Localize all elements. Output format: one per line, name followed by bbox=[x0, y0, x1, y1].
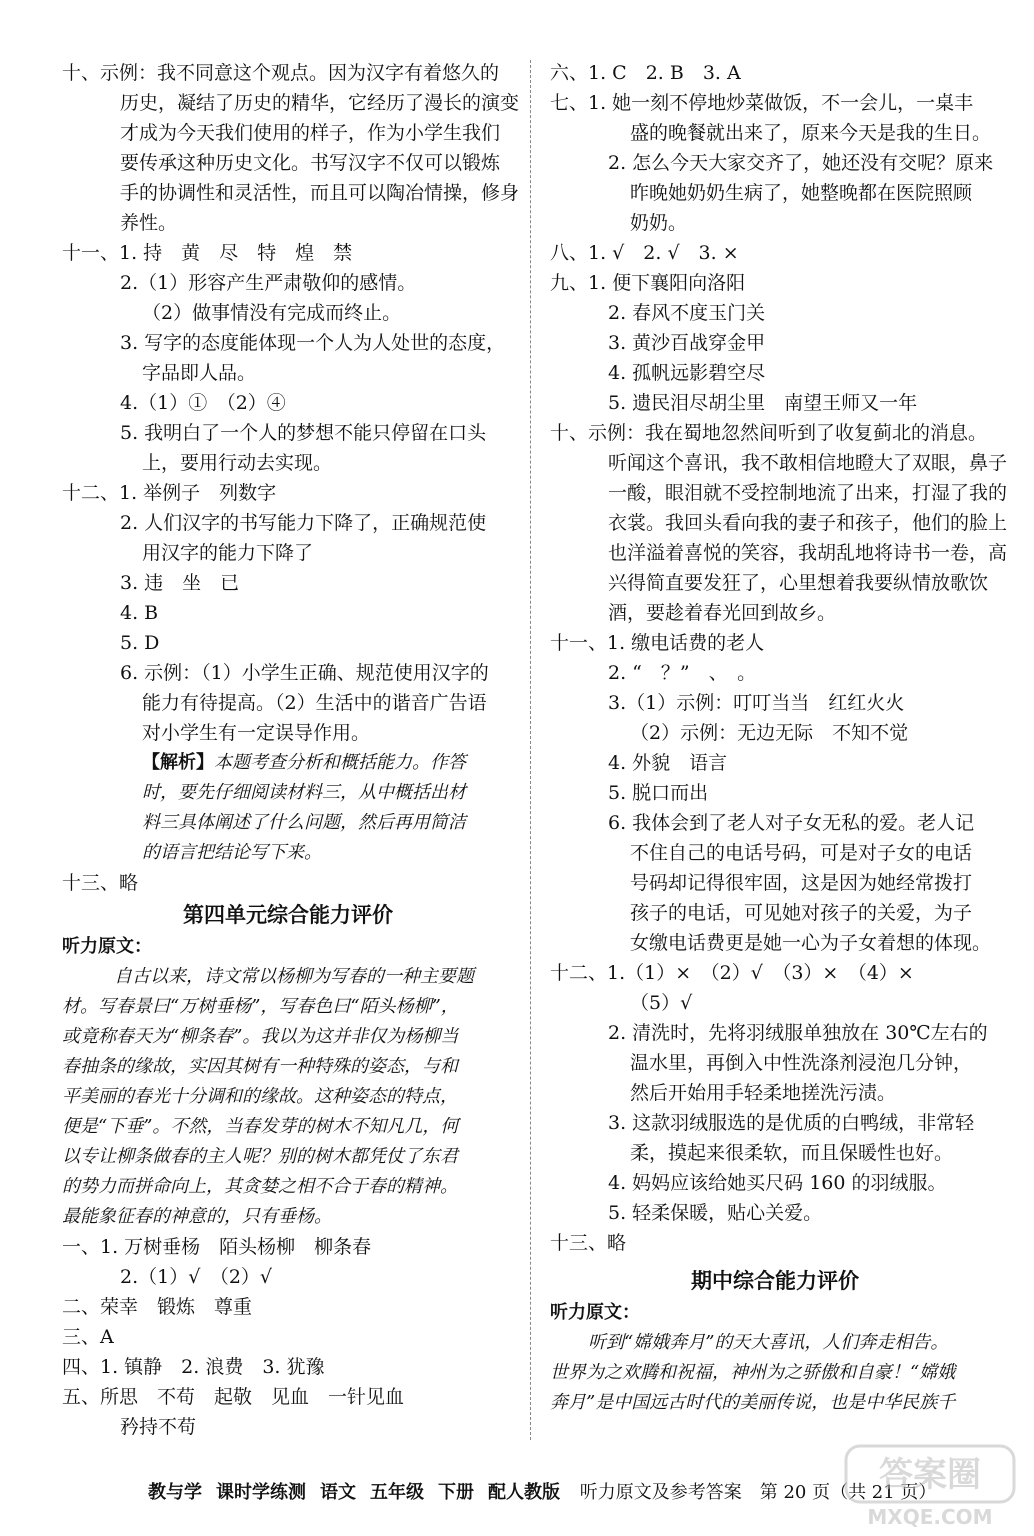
answer-line: 十、示例：我不同意这个观点。因为汉字有着悠久的 bbox=[62, 62, 500, 84]
answer-line: 十三、略 bbox=[550, 1232, 627, 1254]
analysis-line: 的语言把结论写下来。 bbox=[142, 842, 322, 863]
answer-line: 然后开始用手轻柔地搓洗污渍。 bbox=[630, 1082, 897, 1104]
passage-line: 自古以来，诗文常以杨柳为写春的一种主要题 bbox=[114, 966, 474, 987]
right-answer-lines bbox=[550, 58, 1008, 1258]
answer-line: 兴得简直要发狂了，心里想着我要纵情放歌饮 bbox=[608, 572, 989, 594]
answer-line: 上，要用行动去实现。 bbox=[142, 452, 333, 474]
right-column bbox=[550, 58, 1008, 1418]
answer-line: 一、1. 万树垂杨 陌头杨柳 柳条春 bbox=[62, 1236, 372, 1258]
passage-line: 春抽条的缘故，实因其树有一种特殊的姿态，与和 bbox=[62, 1056, 458, 1077]
footer-bold-part: 语文 bbox=[320, 1482, 356, 1503]
answer-line: 孩子的电话，可见她对孩子的关爱，为子 bbox=[630, 902, 973, 924]
answer-line: 4. 妈妈应该给她买尺码 160 的羽绒服。 bbox=[608, 1172, 947, 1194]
svg-text:MXQE.COM: MXQE.COM bbox=[867, 1505, 993, 1529]
answer-line: 十二、1. 举例子 列数字 bbox=[62, 482, 277, 504]
midterm-passage bbox=[550, 1328, 1000, 1418]
answer-line: 九、1. 便下襄阳向洛阳 bbox=[550, 272, 746, 294]
answer-line: 4. 外貌 语言 bbox=[608, 752, 728, 774]
answer-line: 养性。 bbox=[120, 212, 178, 234]
footer-bold-part: 下册 bbox=[438, 1482, 474, 1503]
passage-line: 材。写春景曰“万树垂杨”，写春色曰“陌头杨柳”， bbox=[62, 996, 459, 1017]
answer-line: 4.（1）① （2）④ bbox=[120, 392, 286, 414]
answer-line: 听闻这个喜讯，我不敢相信地瞪大了双眼，鼻子 bbox=[608, 452, 1008, 474]
footer-page-info: 听力原文及参考答案 第 20 页（共 21 页） bbox=[579, 1482, 937, 1503]
answer-line: 3. 违 坐 已 bbox=[120, 572, 240, 594]
passage-line: 世界为之欢腾和祝福，神州为之骄傲和自豪！“嫦娥 bbox=[550, 1362, 956, 1383]
answer-line: 能力有待提高。（2）生活中的谐音广告语 bbox=[142, 692, 487, 714]
answer-line: 2. 春风不度玉门关 bbox=[608, 302, 766, 324]
answer-line: 2. 怎么今天大家交齐了，她还没有交呢？原来 bbox=[608, 152, 994, 174]
analysis-line: 料三具体阐述了什么问题，然后再用简洁 bbox=[142, 812, 466, 833]
answer-line: 柔，摸起来很柔软，而且保暖性也好。 bbox=[630, 1142, 954, 1164]
unit4-title: 第四单元综合能力评价 bbox=[183, 903, 393, 927]
answer-line: 2. 人们汉字的书写能力下降了，正确规范使 bbox=[120, 512, 487, 534]
answer-line: 历史，凝结了历史的精华，它经历了漫长的演变 bbox=[120, 92, 520, 114]
answer-line: 昨晚她奶奶生病了，她整晚都在医院照顾 bbox=[630, 182, 973, 204]
answer-line: 四、1. 镇静 2. 浪费 3. 犹豫 bbox=[62, 1356, 325, 1378]
passage-line: 听到“嫦娥奔月”的天大喜讯，人们奔走相告。 bbox=[588, 1332, 949, 1353]
midterm-title: 期中综合能力评价 bbox=[691, 1269, 859, 1293]
answer-line: 3. 黄沙百战穿金甲 bbox=[608, 332, 766, 354]
left-section-13: 十三、略 bbox=[62, 872, 139, 894]
answer-line: 七、1. 她一刻不停地炒菜做饭，不一会儿，一桌丰 bbox=[550, 92, 974, 114]
left-answer-lines bbox=[62, 58, 520, 748]
answer-line: 3. 写字的态度能体现一个人为人处世的态度， bbox=[120, 332, 506, 354]
footer-bold-part: 教与学 bbox=[148, 1482, 202, 1503]
answer-line: 2. “ ？” 、 。 bbox=[608, 662, 757, 684]
answer-line: （2）示例：无边无际 不知不觉 bbox=[630, 722, 909, 744]
answer-line: 十二、1.（1）× （2）√ （3）× （4）× bbox=[550, 962, 914, 984]
answer-line: 十、示例：我在蜀地忽然间听到了收复蓟北的消息。 bbox=[550, 422, 988, 444]
unit4-answers bbox=[62, 1232, 514, 1442]
answer-line: 温水里，再倒入中性洗涤剂浸泡几分钟， bbox=[630, 1052, 973, 1074]
passage-line: 的势力而拼命向上，其贪婪之相不合于春的精神。 bbox=[62, 1176, 458, 1197]
answer-line: 矜持不苟 bbox=[120, 1416, 197, 1438]
answer-line: 也洋溢着喜悦的笑容，我胡乱地将诗书一卷，高 bbox=[608, 542, 1008, 564]
passage-line: 平美丽的春光十分调和的缘故。这种姿态的特点， bbox=[62, 1086, 458, 1107]
answer-line: 4. B bbox=[120, 602, 159, 624]
answer-line: 5. 我明白了一个人的梦想不能只停留在口头 bbox=[120, 422, 487, 444]
answer-line: 盛的晚餐就出来了，原来今天是我的生日。 bbox=[630, 122, 992, 144]
answer-line: 6. 示例：（1）小学生正确、规范使用汉字的 bbox=[120, 662, 489, 684]
answer-line: 五、所思 不苟 起敬 见血 一针见血 bbox=[62, 1386, 405, 1408]
answer-line: 5. 脱口而出 bbox=[608, 782, 709, 804]
answer-line: 2.（1）形容产生严肃敬仰的感情。 bbox=[120, 272, 417, 294]
passage-line: 便是“下垂”。不然，当春发芽的树木不知凡几，何 bbox=[62, 1116, 459, 1137]
answer-line: 要传承这种历史文化。书写汉字不仅可以锻炼 bbox=[120, 152, 501, 174]
svg-text:答案圈: 答案圈 bbox=[879, 1455, 981, 1495]
answer-line: （2）做事情没有完成而终止。 bbox=[142, 302, 402, 324]
column-divider bbox=[530, 60, 531, 1440]
answer-line: 用汉字的能力下降了 bbox=[142, 542, 314, 564]
passage-line: 最能象征春的神意的，只有垂杨。 bbox=[62, 1206, 332, 1227]
unit4-passage bbox=[62, 962, 514, 1232]
answer-line: 2. 清洗时，先将羽绒服单独放在 30℃左右的 bbox=[608, 1022, 988, 1044]
answer-line: 奶奶。 bbox=[630, 212, 688, 234]
answer-line: 4. 孤帆远影碧空尽 bbox=[608, 362, 766, 384]
answer-line: 不住自己的电话号码，可是对子女的电话 bbox=[630, 842, 973, 864]
answer-line: 3.（1）示例：叮叮当当 红红火火 bbox=[608, 692, 905, 714]
answer-line: 3. 这款羽绒服选的是优质的白鸭绒，非常轻 bbox=[608, 1112, 975, 1134]
answer-line: 衣裳。我回头看向我的妻子和孩子，他们的脸上 bbox=[608, 512, 1008, 534]
answer-line: 5. 遗民泪尽胡尘里 南望王师又一年 bbox=[608, 392, 918, 414]
analysis-rest bbox=[62, 778, 514, 868]
answer-line: 手的协调性和灵活性，而且可以陶冶情操，修身 bbox=[120, 182, 520, 204]
answer-line: 字品即人品。 bbox=[142, 362, 257, 384]
answer-line: 十一、1. 缴电话费的老人 bbox=[550, 632, 765, 654]
answer-line: 八、1. √ 2. √ 3. × bbox=[550, 242, 739, 264]
answer-line: 六、1. C 2. B 3. A bbox=[550, 62, 741, 84]
footer-bold-part: 五年级 bbox=[370, 1482, 424, 1503]
answer-line: 号码却记得很牢固，这是因为她经常拨打 bbox=[630, 872, 973, 894]
analysis-tag: 【解析】 bbox=[142, 752, 214, 773]
answer-line: 5. 轻柔保暖，贴心关爱。 bbox=[608, 1202, 823, 1224]
analysis-first: 本题考查分析和概括能力。作答 bbox=[214, 752, 466, 773]
answer-line: 酒，要趁着春光回到故乡。 bbox=[608, 602, 837, 624]
answer-line: 才成为今天我们使用的样子，作为小学生我们 bbox=[120, 122, 501, 144]
passage-line: 以专让柳条做春的主人呢？别的树木都凭仗了东君 bbox=[62, 1146, 458, 1167]
watermark-logo bbox=[840, 1440, 1020, 1530]
answer-line: 对小学生有一定误导作用。 bbox=[142, 722, 371, 744]
answer-line: 三、A bbox=[62, 1326, 114, 1348]
passage-line: 奔月”是中国远古时代的美丽传说，也是中华民族千 bbox=[550, 1392, 956, 1413]
footer-bold-part: 配人教版 bbox=[488, 1482, 560, 1503]
answer-line: 十一、1. 持 黄 尽 特 煌 禁 bbox=[62, 242, 353, 264]
answer-line: 二、荣幸 锻炼 尊重 bbox=[62, 1296, 253, 1318]
answer-line: 2.（1）√ （2）√ bbox=[120, 1266, 273, 1288]
footer-book-info bbox=[148, 1482, 574, 1503]
analysis-line bbox=[62, 748, 514, 778]
footer-bold-part: 课时学练测 bbox=[216, 1482, 306, 1503]
answer-line: 一酸，眼泪就不受控制地流了出来，打湿了我的 bbox=[608, 482, 1008, 504]
unit4-listen-label: 听力原文： bbox=[62, 936, 152, 957]
left-column bbox=[62, 58, 520, 1442]
answer-line: 5. D bbox=[120, 632, 160, 654]
midterm-listen-label: 听力原文： bbox=[550, 1302, 640, 1323]
answer-line: 女缴电话费更是她一心为子女着想的体现。 bbox=[630, 932, 992, 954]
answer-line: （5）√ bbox=[630, 992, 693, 1014]
analysis-line: 时，要先仔细阅读材料三，从中概括出材 bbox=[142, 782, 466, 803]
answer-line: 6. 我体会到了老人对子女无私的爱。老人记 bbox=[608, 812, 975, 834]
passage-line: 或竟称春天为“柳条春”。我以为这并非仅为杨柳当 bbox=[62, 1026, 459, 1047]
